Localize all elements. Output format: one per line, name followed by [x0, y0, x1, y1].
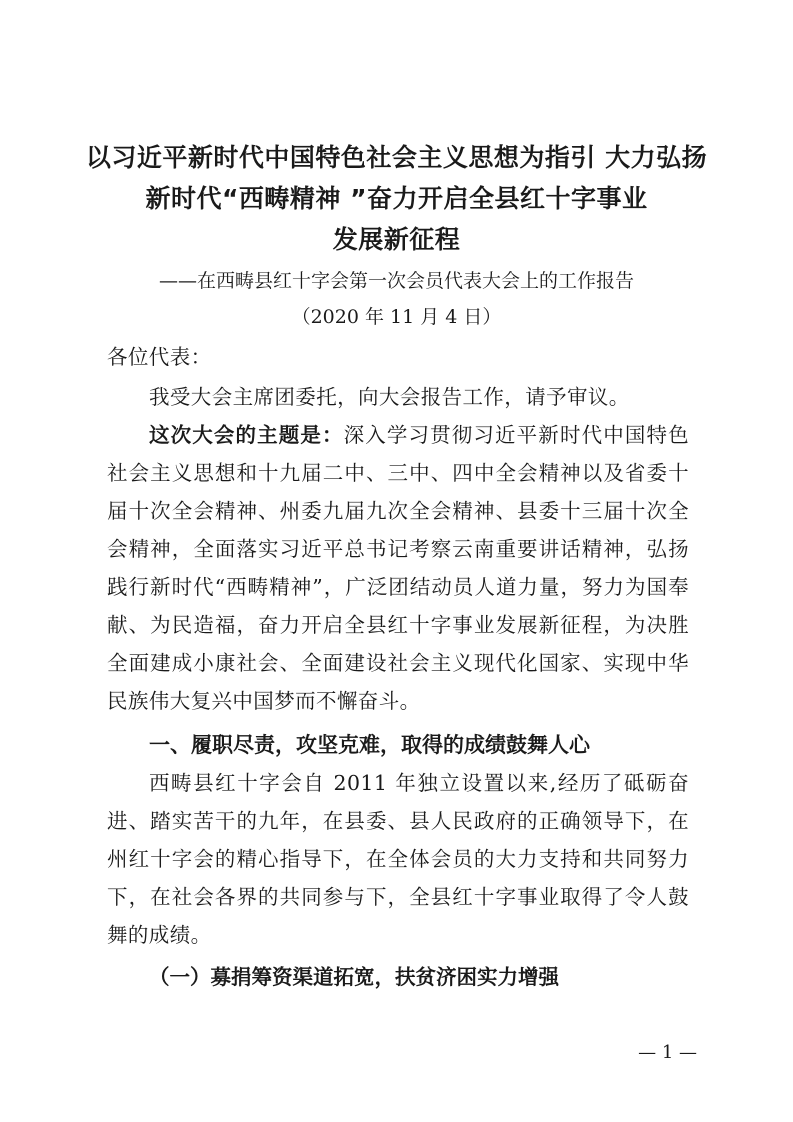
- title-line-3: 发展新征程: [332, 225, 461, 254]
- salutation: 各位代表：: [107, 345, 212, 369]
- title-line-2: 新时代“西畴精神 ”奋力开启全县红十字事业: [145, 184, 648, 213]
- page-number: — 1 —: [638, 1042, 697, 1063]
- theme-lead: 这次大会的主题是：: [149, 423, 344, 447]
- report-date: （2020 年 11 月 4 日）: [291, 306, 502, 328]
- subsection-heading-1: （一）募捐筹资渠道拓宽，扶贫济困实力增强: [149, 965, 559, 989]
- theme-text: 深入学习贯彻习近平新时代中国特色社会主义思想和十九届二中、三中、四中全会精神以及省委十届十次全会精神、州委九届九次全会精神、县委十三届十次全会精神，全面落实习近平总书记考察云南重要讲话精神，弘扬践行新时代“西畴精神”，广泛团结动员人道力量，努力为国奉献、为民造福，奋力开启全县红十字事业发展新征程，为决胜全面建成小康社会、全面建设社会主义现代化国家、实现中华民族伟大复兴中国梦而不懈奋斗。: [107, 423, 689, 713]
- title-line-1: 以习近平新时代中国特色社会主义思想为指引 大力弘扬: [85, 143, 708, 172]
- subtitle: ——在西畴县红十字会第一次会员代表大会上的工作报告: [158, 270, 634, 292]
- theme-paragraph: [107, 416, 689, 720]
- intro-paragraph: 我受大会主席团委托，向大会报告工作，请予审议。: [149, 385, 630, 409]
- section1-paragraph: 西畴县红十字会自 2011 年独立设置以来,经历了砥砺奋进、踏实苦干的九年，在县委、县人民政府的正确领导下，在州红十字会的精心指导下，在全体会员的大力支持和共同努力下，在社会各界的共同参与下，全县红十字事业取得了令人鼓舞的成绩。: [107, 771, 689, 947]
- section-heading-1: 一、履职尽责，攻坚克难，取得的成绩鼓舞人心: [149, 733, 590, 757]
